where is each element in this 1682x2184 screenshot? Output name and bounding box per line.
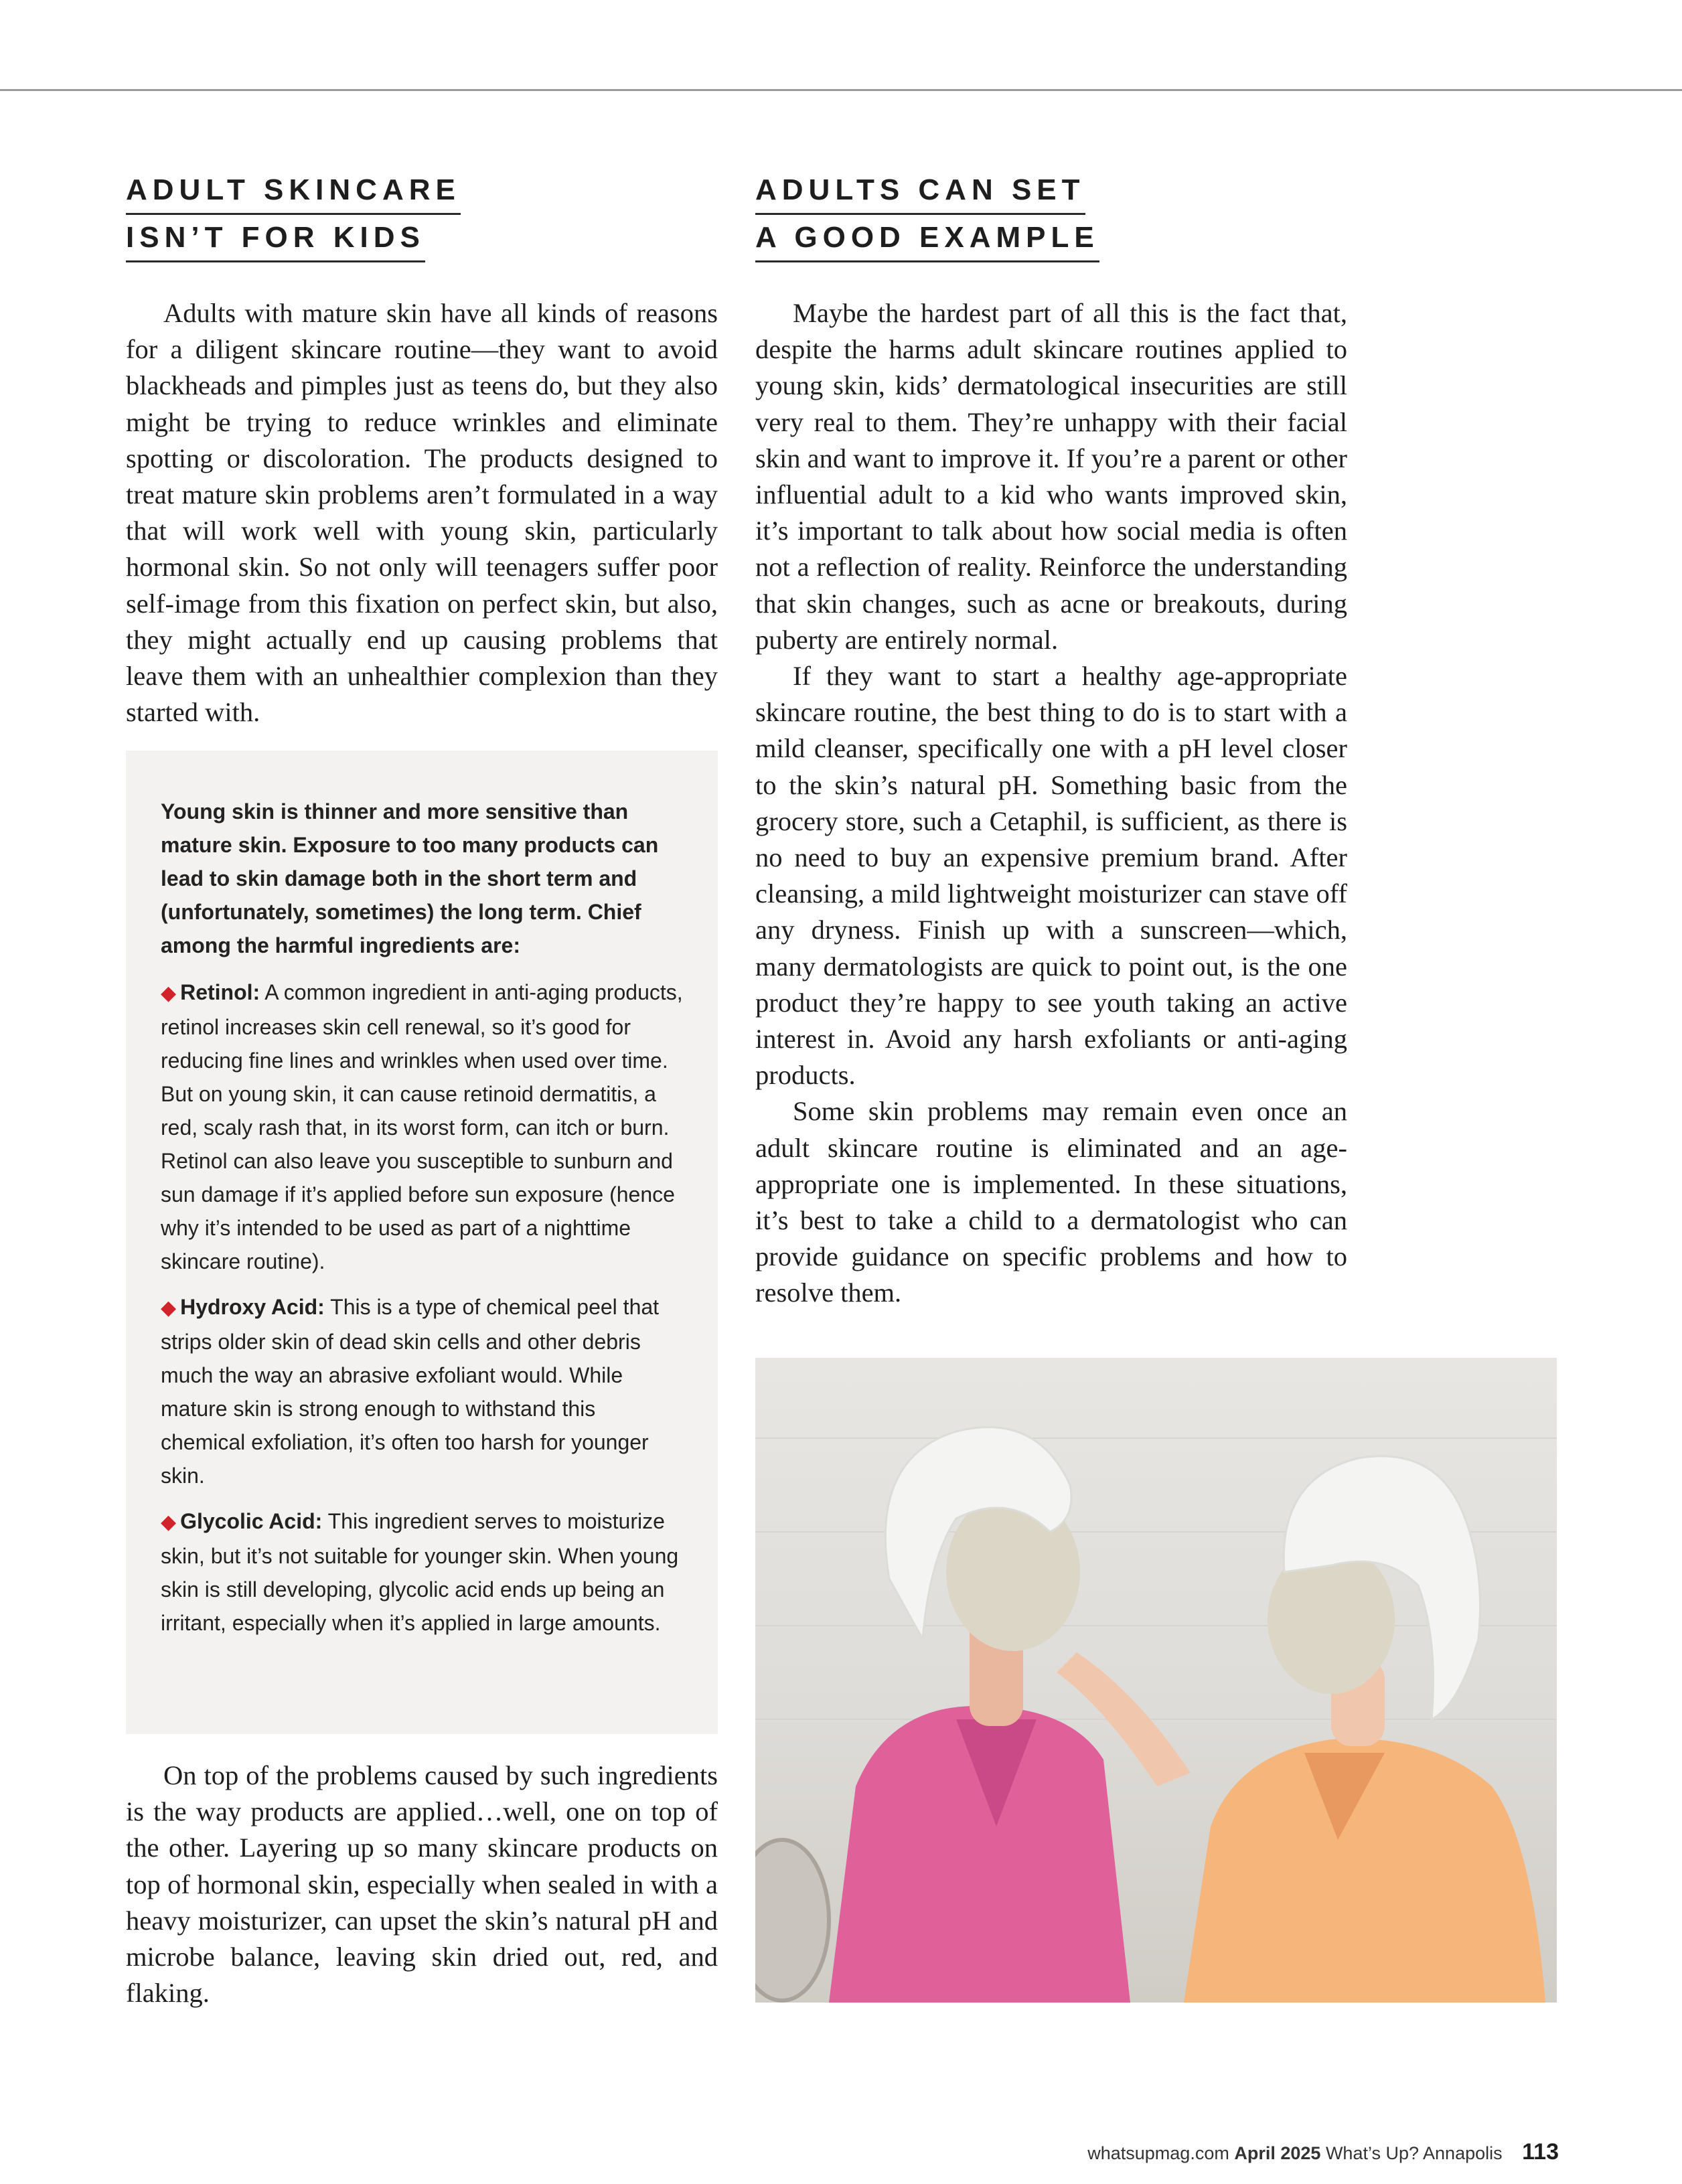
left-body-bottom — [126, 1758, 718, 2011]
page-footer — [1087, 2139, 1559, 2165]
left-heading — [126, 173, 718, 268]
sidebar-item-term: Hydroxy Acid: — [180, 1295, 325, 1319]
diamond-bullet-icon: ◆ — [161, 1511, 177, 1533]
ingredients-sidebar — [126, 751, 718, 1734]
left-paragraph-1: Adults with mature skin have all kinds of reasons for a diligent skincare routine—they want to avoid blackheads and pimples just as teens do, but they also might be trying to reduce wrinkles and eliminate spotting or discoloration. The products designed to treat mature skin problems aren’t formulated in a way that will work well with young skin, particularly hormonal skin. So not only will teenagers suffer poor self-image from this fixation on perfect skin, but also, they might actually end up causing problems that leave them with an unhealthier complexion than they started with. — [126, 298, 718, 728]
left-body-top — [126, 295, 718, 730]
left-heading-line2: ISN’T FOR KIDS — [126, 220, 425, 262]
sidebar-item-term: Retinol: — [180, 980, 260, 1004]
right-heading-line1: ADULTS CAN SET — [755, 173, 1085, 215]
right-body — [755, 295, 1347, 1312]
left-paragraph-2: On top of the problems caused by such ingredients is the way products are applied…well, one on top of the other. Layering up so many skincare products on top of hormonal skin, especially when sealed in with a heavy moisturizer, can upset the skin’s natural pH and microbe balance, leaving skin dried out, red, and flaking. — [126, 1760, 718, 2009]
right-paragraph-3: Some skin problems may remain even once an adult skincare routine is eliminated and an age-appropriate one is implemented. In these situations, it’s best to take a child to a dermatologist who can provide guidance on specific problems and how to resolve them. — [755, 1096, 1347, 1308]
right-paragraph-1: Maybe the hardest part of all this is the fact that, despite the harms adult skincare routines applied to young skin, kids’ dermatological insecurities are still very real to them. They’re unhappy with their facial skin and want to improve it. If you’re a parent or other influential adult to a kid who wants improved skin, it’s important to talk about how social media is often not a reflection of reality. Reinforce the understanding that skin changes, such as acne or breakouts, during puberty are entirely normal. — [755, 298, 1347, 655]
footer-publication: What’s Up? Annapolis — [1325, 2143, 1503, 2163]
sidebar-intro: Young skin is thinner and more sensitive than mature skin. Exposure to too many products can lead to skin damage both in the short term and (unfortunately, sometimes) the long term. Chief among the harmful ingredients are: — [161, 799, 659, 957]
diamond-bullet-icon: ◆ — [161, 982, 177, 1004]
diamond-bullet-icon: ◆ — [161, 1297, 177, 1319]
mother-daughter-facemask-photo — [755, 1358, 1557, 2003]
right-heading-line2: A GOOD EXAMPLE — [755, 220, 1099, 262]
sidebar-item-glycolic-acid — [161, 1504, 683, 1640]
right-paragraph-2: If they want to start a healthy age-appropriate skincare routine, the best thing to do is to start with a mild cleanser, specifically one with a pH level closer to the skin’s natural pH. Something basic from the grocery store, such a Cetaphil, is sufficient, as there is no need to buy an expensive premium brand. After cleansing, a mild lightweight moisturizer can stave off any dryness. Finish up with a sunscreen—which, many dermatologists are quick to point out, is the one product they’re happy to see youth taking an active interest in. Avoid any harsh exfoliants or anti-aging products. — [755, 661, 1347, 1091]
hand-mirror — [755, 1840, 829, 2001]
footer-site: whatsupmag.com — [1087, 2143, 1229, 2163]
sidebar-item-term: Glycolic Acid: — [180, 1509, 323, 1533]
sidebar-item-text: This is a type of chemical peel that strips older skin of dead skin cells and other debris much the way an abrasive exfoliant would. While mature skin is strong enough to withstand this chemical exfoliation, it’s often too harsh for younger skin. — [161, 1295, 660, 1488]
page-number: 113 — [1522, 2139, 1559, 2165]
footer-issue: April 2025 — [1234, 2143, 1321, 2163]
photo-illustration — [755, 1358, 1557, 2003]
sidebar-item-hydroxy-acid — [161, 1290, 683, 1492]
sidebar-item-retinol — [161, 976, 683, 1278]
left-heading-line1: ADULT SKINCARE — [126, 173, 461, 215]
top-rule — [0, 89, 1682, 91]
sidebar-item-text: A common ingredient in anti-aging products, retinol increases skin cell renewal, so it’s good for reducing fine lines and wrinkles when used over time. But on young skin, it can cause retinoid dermatitis, a red, scaly rash that, in its worst form, can itch or burn. Retinol can also leave you susceptible to sunburn and sun damage if it’s applied before sun exposure (hence why it’s intended to be used as part of a nighttime skincare routine). — [161, 980, 683, 1273]
right-heading — [755, 173, 1347, 268]
sidebar-item-text: This ingredient serves to moisturize skin, but it’s not suitable for younger skin. When young skin is still developing, glycolic acid ends up being an irritant, especially when it’s applied in large amounts. — [161, 1509, 679, 1635]
